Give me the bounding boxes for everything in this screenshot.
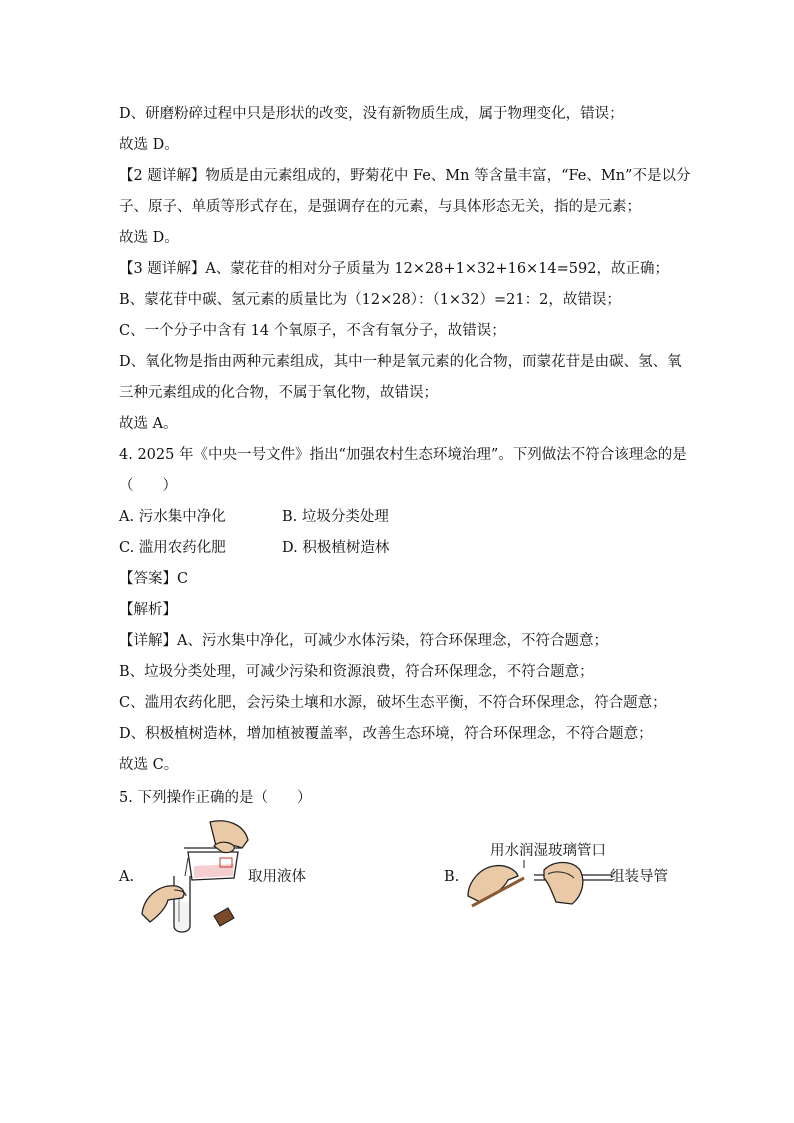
answer-label: 【答案】C xyxy=(119,571,189,587)
text-line: D、积极植树造林，增加植被覆盖率，改善生态环境，符合环保理念，不符合题意； xyxy=(119,726,653,742)
question-5-stem: 5. 下列操作正确的是（ ） xyxy=(119,790,312,806)
pour-liquid-illustration xyxy=(138,818,250,936)
figure-a-letter: A. xyxy=(119,869,135,885)
analysis-label: 【解析】 xyxy=(119,602,177,618)
figure-b-letter: B. xyxy=(444,869,460,885)
text-line: 故选 C。 xyxy=(119,757,179,773)
text-line: 子、原子、单质等形式存在，是强调存在的元素，与具体形态无关，指的是元素； xyxy=(119,199,641,215)
option-b: B. 垃圾分类处理 xyxy=(282,509,389,525)
question-4-paren: （ ） xyxy=(119,478,177,494)
figure-b-right-caption: 组装导管 xyxy=(610,869,668,885)
text-line: 【2 题详解】物质是由元素组成的，野菊花中 Fe、Mn 等含量丰富，“Fe、Mn”不是以分 xyxy=(119,168,691,184)
figure-b-top-caption: 用水润湿玻璃管口 xyxy=(490,843,606,859)
text-line: B、蒙花苷中碳、氢元素的质量比为（12×28）：（1×32）=21：2，故错误； xyxy=(119,292,621,308)
question-4-stem: 4. 2025 年《中央一号文件》指出“加强农村生态环境治理”。下列做法不符合该理念的是 xyxy=(119,447,687,463)
text-line: D、氧化物是指由两种元素组成，其中一种是氧元素的化合物，而蒙花苷是由碳、氢、氧 xyxy=(119,354,682,370)
text-line: C、一个分子中含有 14 个氧原子，不含有氧分子，故错误； xyxy=(119,323,506,339)
text-line: 故选 A。 xyxy=(119,416,178,432)
text-line: 【3 题详解】A、蒙花苷的相对分子质量为 12×28+1×32+16×14=592，故正确； xyxy=(119,261,669,277)
text-line: 三种元素组成的化合物，不属于氧化物，故错误； xyxy=(119,385,438,401)
figure-a-caption: 取用液体 xyxy=(248,869,306,885)
assemble-tube-illustration xyxy=(464,856,614,912)
option-a: A. 污水集中净化 xyxy=(119,509,226,525)
text-line: B、垃圾分类处理，可减少污染和资源浪费，符合环保理念，不符合题意； xyxy=(119,664,594,680)
option-d: D. 积极植树造林 xyxy=(282,540,390,556)
option-c: C. 滥用农药化肥 xyxy=(119,540,226,556)
text-line: 【详解】A、污水集中净化，可减少水体污染，符合环保理念，不符合题意； xyxy=(119,633,608,649)
text-line: D、研磨粉碎过程中只是形状的改变，没有新物质生成，属于物理变化，错误； xyxy=(119,106,624,122)
text-line: 故选 D。 xyxy=(119,230,179,246)
text-line: C、滥用农药化肥，会污染土壤和水源，破坏生态平衡，不符合环保理念，符合题意； xyxy=(119,695,667,711)
text-line: 故选 D。 xyxy=(119,137,179,153)
